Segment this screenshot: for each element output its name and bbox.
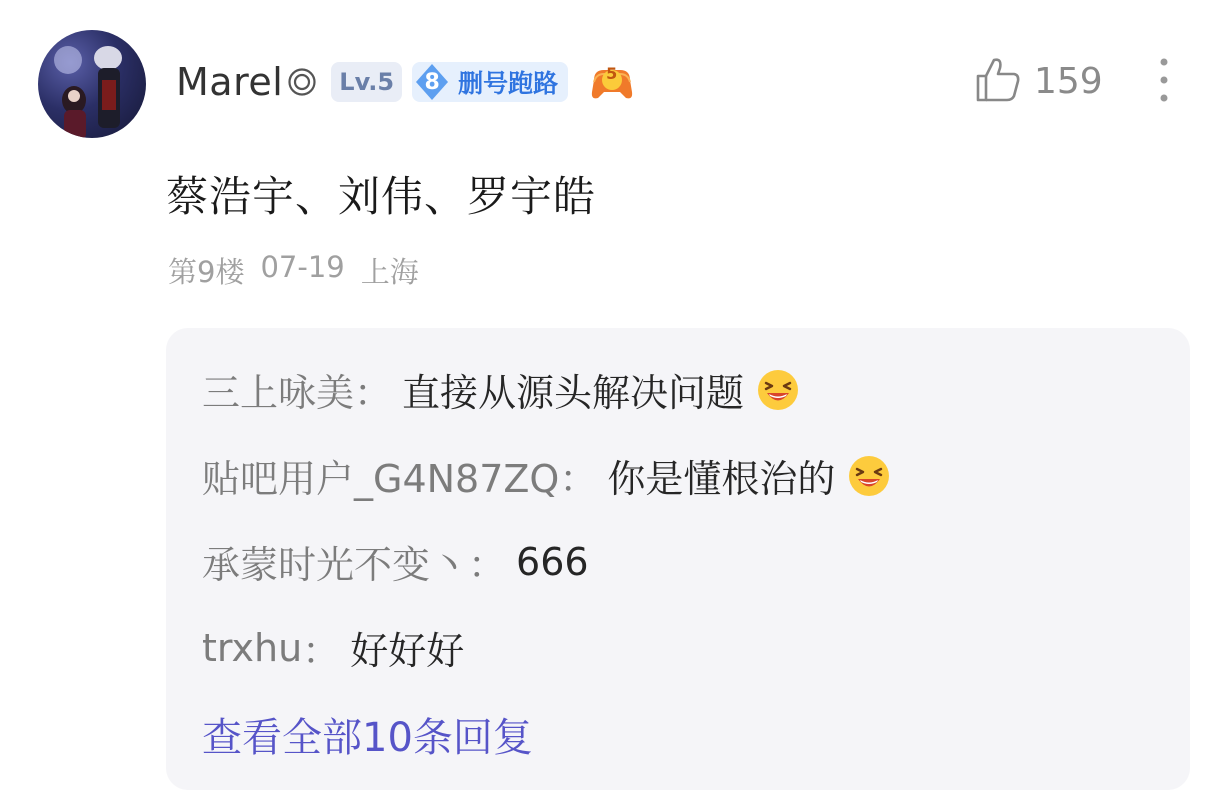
level-badge: Lv.5: [331, 62, 402, 102]
reply-username[interactable]: 三上咏美: [202, 371, 355, 415]
gamepad-badge-icon: [588, 62, 636, 102]
reply-item[interactable]: [202, 534, 589, 589]
reply-separator: ：: [468, 543, 507, 587]
like-button[interactable]: [972, 54, 1103, 108]
reply-separator: ：: [302, 629, 341, 673]
like-count: 159: [1034, 60, 1103, 102]
reply-text: 直接从源头解决问题: [402, 371, 745, 415]
more-options-icon[interactable]: [1150, 56, 1178, 106]
username[interactable]: Marel: [176, 60, 284, 104]
reply-text: 666: [516, 539, 589, 584]
member-badge: [412, 62, 568, 102]
floor-number: 第9楼: [168, 255, 245, 289]
thumbs-up-icon: [972, 54, 1022, 108]
ip-location: 上海: [360, 255, 419, 289]
avatar[interactable]: [38, 30, 146, 138]
grinning-squint-emoji-icon: [756, 368, 800, 412]
member-level-number: 8: [424, 69, 440, 95]
reply-username[interactable]: 贴吧用户_G4N87ZQ: [202, 457, 560, 501]
game-badge-level: 5: [606, 64, 618, 83]
replies-box: [166, 328, 1190, 790]
reply-text: 好好好: [350, 629, 465, 673]
reply-separator: ：: [354, 371, 393, 415]
view-all-replies-link[interactable]: 查看全部10条回复: [202, 715, 533, 761]
reply-text: 你是懂根治的: [607, 457, 836, 501]
grinning-squint-emoji-icon: [847, 454, 891, 498]
comment-header: [176, 52, 636, 112]
verified-ring-icon: [287, 67, 317, 97]
reply-username[interactable]: trxhu: [202, 625, 303, 670]
reply-item[interactable]: [202, 620, 464, 675]
comment-content: 蔡浩宇、刘伟、罗宇皓: [166, 172, 597, 221]
avatar-image: [38, 30, 146, 138]
reply-item[interactable]: [202, 448, 891, 503]
reply-separator: ：: [559, 457, 598, 501]
comment-meta: [168, 250, 435, 291]
reply-item[interactable]: [202, 362, 800, 417]
member-title: 删号跑路: [458, 69, 559, 98]
reply-username[interactable]: 承蒙时光不变丶: [202, 543, 469, 587]
comment-date: 07-19: [260, 250, 345, 284]
member-level-icon: [412, 62, 452, 102]
